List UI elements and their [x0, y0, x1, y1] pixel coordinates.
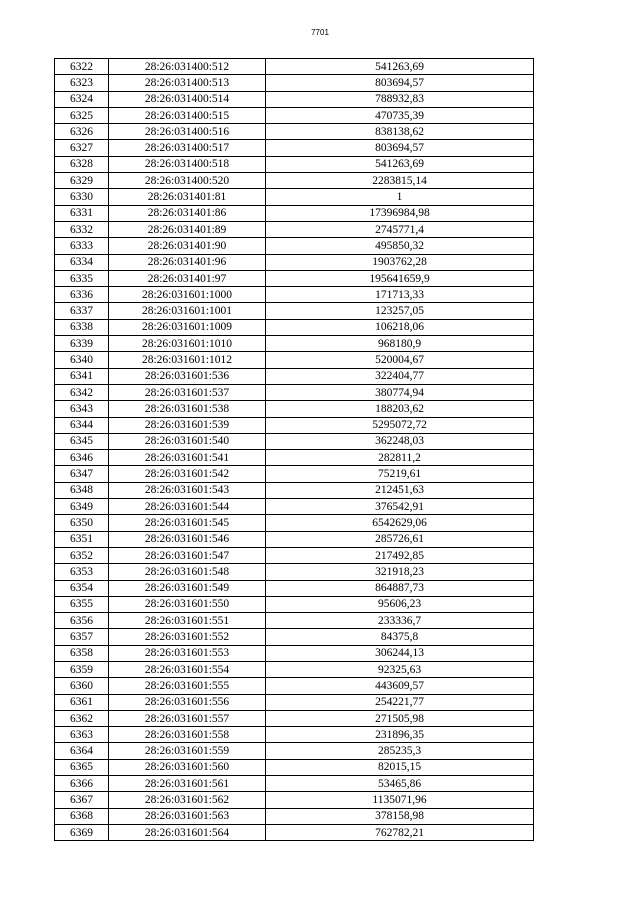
table-row: [55, 124, 534, 140]
cadastral-value-cell: 6542629,06: [266, 515, 534, 531]
cadastral-number-cell: 28:26:031601:553: [109, 645, 266, 661]
row-number-cell: 6358: [55, 645, 109, 661]
row-number-cell: 6354: [55, 580, 109, 596]
table-row: [55, 417, 534, 433]
row-number-cell: 6325: [55, 107, 109, 123]
table-row: [55, 59, 534, 75]
cadastral-value-cell: 285726,61: [266, 531, 534, 547]
cadastral-value-cell: 864887,73: [266, 580, 534, 596]
cadastral-number-cell: 28:26:031401:81: [109, 189, 266, 205]
cadastral-number-cell: 28:26:031400:516: [109, 124, 266, 140]
row-number-cell: 6350: [55, 515, 109, 531]
table-row: [55, 189, 534, 205]
cadastral-value-cell: 838138,62: [266, 124, 534, 140]
row-number-cell: 6348: [55, 482, 109, 498]
table-row: [55, 336, 534, 352]
cadastral-number-cell: 28:26:031601:554: [109, 661, 266, 677]
cadastral-value-cell: 495850,32: [266, 238, 534, 254]
row-number-cell: 6365: [55, 759, 109, 775]
cadastral-number-cell: 28:26:031601:542: [109, 466, 266, 482]
table-row: [55, 401, 534, 417]
cadastral-value-cell: 376542,91: [266, 499, 534, 515]
row-number-cell: 6336: [55, 287, 109, 303]
row-number-cell: 6328: [55, 156, 109, 172]
cadastral-number-cell: 28:26:031601:559: [109, 743, 266, 759]
table-row: [55, 710, 534, 726]
row-number-cell: 6338: [55, 319, 109, 335]
table-row: [55, 824, 534, 840]
cadastral-number-cell: 28:26:031401:89: [109, 221, 266, 237]
table-row: [55, 580, 534, 596]
table-row: [55, 466, 534, 482]
row-number-cell: 6364: [55, 743, 109, 759]
table-row: [55, 645, 534, 661]
cadastral-number-cell: 28:26:031400:517: [109, 140, 266, 156]
cadastral-number-cell: 28:26:031601:550: [109, 596, 266, 612]
row-number-cell: 6322: [55, 59, 109, 75]
row-number-cell: 6363: [55, 727, 109, 743]
cadastral-number-cell: 28:26:031601:552: [109, 629, 266, 645]
row-number-cell: 6337: [55, 303, 109, 319]
cadastral-number-cell: 28:26:031601:1001: [109, 303, 266, 319]
cadastral-number-cell: 28:26:031601:558: [109, 727, 266, 743]
table-body: [55, 59, 534, 841]
cadastral-value-cell: 212451,63: [266, 482, 534, 498]
cadastral-number-cell: 28:26:031601:563: [109, 808, 266, 824]
cadastral-number-cell: 28:26:031601:1010: [109, 336, 266, 352]
row-number-cell: 6369: [55, 824, 109, 840]
row-number-cell: 6330: [55, 189, 109, 205]
row-number-cell: 6333: [55, 238, 109, 254]
table-row: [55, 694, 534, 710]
row-number-cell: 6341: [55, 368, 109, 384]
cadastral-number-cell: 28:26:031601:556: [109, 694, 266, 710]
cadastral-value-cell: 321918,23: [266, 564, 534, 580]
row-number-cell: 6343: [55, 401, 109, 417]
cadastral-value-cell: 762782,21: [266, 824, 534, 840]
table-row: [55, 743, 534, 759]
cadastral-value-cell: 217492,85: [266, 547, 534, 563]
row-number-cell: 6339: [55, 336, 109, 352]
table-row: [55, 303, 534, 319]
cadastral-value-cell: 92325,63: [266, 661, 534, 677]
cadastral-value-cell: 282811,2: [266, 450, 534, 466]
table-row: [55, 727, 534, 743]
row-number-cell: 6346: [55, 450, 109, 466]
cadastral-number-cell: 28:26:031400:514: [109, 91, 266, 107]
table-row: [55, 759, 534, 775]
cadastral-value-cell: 1: [266, 189, 534, 205]
row-number-cell: 6326: [55, 124, 109, 140]
cadastral-value-cell: 470735,39: [266, 107, 534, 123]
table-row: [55, 287, 534, 303]
row-number-cell: 6331: [55, 205, 109, 221]
cadastral-number-cell: 28:26:031601:549: [109, 580, 266, 596]
cadastral-value-cell: 75219,61: [266, 466, 534, 482]
row-number-cell: 6368: [55, 808, 109, 824]
table-row: [55, 156, 534, 172]
cadastral-number-cell: 28:26:031601:544: [109, 499, 266, 515]
table-row: [55, 107, 534, 123]
table-row: [55, 678, 534, 694]
cadastral-value-cell: 968180,9: [266, 336, 534, 352]
cadastral-number-cell: 28:26:031401:86: [109, 205, 266, 221]
table-row: [55, 352, 534, 368]
cadastral-value-table: [54, 58, 534, 841]
cadastral-value-cell: 380774,94: [266, 384, 534, 400]
cadastral-value-cell: 195641659,9: [266, 270, 534, 286]
cadastral-value-cell: 322404,77: [266, 368, 534, 384]
table-row: [55, 808, 534, 824]
table-row: [55, 596, 534, 612]
cadastral-value-cell: 803694,57: [266, 75, 534, 91]
table-row: [55, 254, 534, 270]
row-number-cell: 6335: [55, 270, 109, 286]
cadastral-value-cell: 5295072,72: [266, 417, 534, 433]
cadastral-number-cell: 28:26:031401:90: [109, 238, 266, 254]
cadastral-value-cell: 541263,69: [266, 156, 534, 172]
row-number-cell: 6332: [55, 221, 109, 237]
cadastral-value-cell: 306244,13: [266, 645, 534, 661]
cadastral-number-cell: 28:26:031601:1009: [109, 319, 266, 335]
table-row: [55, 629, 534, 645]
cadastral-number-cell: 28:26:031601:546: [109, 531, 266, 547]
cadastral-value-cell: 1903762,28: [266, 254, 534, 270]
row-number-cell: 6329: [55, 173, 109, 189]
cadastral-value-cell: 53465,86: [266, 776, 534, 792]
cadastral-value-cell: 285235,3: [266, 743, 534, 759]
cadastral-number-cell: 28:26:031401:97: [109, 270, 266, 286]
table-row: [55, 515, 534, 531]
cadastral-number-cell: 28:26:031601:537: [109, 384, 266, 400]
cadastral-value-cell: 803694,57: [266, 140, 534, 156]
table-row: [55, 499, 534, 515]
cadastral-number-cell: 28:26:031400:512: [109, 59, 266, 75]
cadastral-value-cell: 84375,8: [266, 629, 534, 645]
row-number-cell: 6323: [55, 75, 109, 91]
cadastral-number-cell: 28:26:031601:540: [109, 433, 266, 449]
cadastral-number-cell: 28:26:031601:545: [109, 515, 266, 531]
table-row: [55, 319, 534, 335]
cadastral-number-cell: 28:26:031601:564: [109, 824, 266, 840]
row-number-cell: 6324: [55, 91, 109, 107]
table-row: [55, 221, 534, 237]
row-number-cell: 6349: [55, 499, 109, 515]
cadastral-value-cell: 254221,77: [266, 694, 534, 710]
cadastral-number-cell: 28:26:031601:543: [109, 482, 266, 498]
table-row: [55, 547, 534, 563]
table-row: [55, 238, 534, 254]
cadastral-value-cell: 362248,03: [266, 433, 534, 449]
cadastral-value-cell: 541263,69: [266, 59, 534, 75]
cadastral-value-cell: 106218,06: [266, 319, 534, 335]
row-number-cell: 6357: [55, 629, 109, 645]
row-number-cell: 6344: [55, 417, 109, 433]
row-number-cell: 6351: [55, 531, 109, 547]
cadastral-number-cell: 28:26:031400:518: [109, 156, 266, 172]
cadastral-number-cell: 28:26:031400:515: [109, 107, 266, 123]
cadastral-number-cell: 28:26:031601:551: [109, 613, 266, 629]
cadastral-value-cell: 171713,33: [266, 287, 534, 303]
cadastral-number-cell: 28:26:031400:520: [109, 173, 266, 189]
table-row: [55, 173, 534, 189]
table-row: [55, 531, 534, 547]
table-row: [55, 450, 534, 466]
cadastral-value-cell: 520004,67: [266, 352, 534, 368]
table-row: [55, 368, 534, 384]
table-row: [55, 776, 534, 792]
cadastral-number-cell: 28:26:031601:1012: [109, 352, 266, 368]
cadastral-value-cell: 1135071,96: [266, 792, 534, 808]
table-row: [55, 384, 534, 400]
cadastral-number-cell: 28:26:031601:536: [109, 368, 266, 384]
cadastral-number-cell: 28:26:031601:555: [109, 678, 266, 694]
cadastral-number-cell: 28:26:031601:1000: [109, 287, 266, 303]
cadastral-value-cell: 123257,05: [266, 303, 534, 319]
table-row: [55, 433, 534, 449]
row-number-cell: 6342: [55, 384, 109, 400]
row-number-cell: 6334: [55, 254, 109, 270]
table-row: [55, 613, 534, 629]
cadastral-value-cell: 2745771,4: [266, 221, 534, 237]
cadastral-value-cell: 231896,35: [266, 727, 534, 743]
page-number: 7701: [311, 28, 329, 37]
table-row: [55, 75, 534, 91]
cadastral-number-cell: 28:26:031400:513: [109, 75, 266, 91]
table-row: [55, 564, 534, 580]
table-row: [55, 661, 534, 677]
cadastral-value-cell: 788932,83: [266, 91, 534, 107]
row-number-cell: 6356: [55, 613, 109, 629]
cadastral-value-cell: 188203,62: [266, 401, 534, 417]
table-row: [55, 792, 534, 808]
row-number-cell: 6360: [55, 678, 109, 694]
row-number-cell: 6362: [55, 710, 109, 726]
table-row: [55, 205, 534, 221]
row-number-cell: 6353: [55, 564, 109, 580]
cadastral-value-cell: 378158,98: [266, 808, 534, 824]
row-number-cell: 6352: [55, 547, 109, 563]
cadastral-number-cell: 28:26:031601:561: [109, 776, 266, 792]
cadastral-value-cell: 271505,98: [266, 710, 534, 726]
row-number-cell: 6347: [55, 466, 109, 482]
cadastral-number-cell: 28:26:031601:547: [109, 547, 266, 563]
table-row: [55, 140, 534, 156]
row-number-cell: 6367: [55, 792, 109, 808]
row-number-cell: 6340: [55, 352, 109, 368]
cadastral-number-cell: 28:26:031601:538: [109, 401, 266, 417]
cadastral-number-cell: 28:26:031401:96: [109, 254, 266, 270]
row-number-cell: 6366: [55, 776, 109, 792]
cadastral-number-cell: 28:26:031601:560: [109, 759, 266, 775]
cadastral-number-cell: 28:26:031601:539: [109, 417, 266, 433]
cadastral-number-cell: 28:26:031601:562: [109, 792, 266, 808]
cadastral-value-cell: 17396984,98: [266, 205, 534, 221]
table-row: [55, 91, 534, 107]
row-number-cell: 6327: [55, 140, 109, 156]
cadastral-number-cell: 28:26:031601:557: [109, 710, 266, 726]
row-number-cell: 6355: [55, 596, 109, 612]
cadastral-value-cell: 95606,23: [266, 596, 534, 612]
table-row: [55, 270, 534, 286]
cadastral-value-cell: 233336,7: [266, 613, 534, 629]
cadastral-value-cell: 2283815,14: [266, 173, 534, 189]
cadastral-number-cell: 28:26:031601:541: [109, 450, 266, 466]
cadastral-value-cell: 82015,15: [266, 759, 534, 775]
row-number-cell: 6359: [55, 661, 109, 677]
cadastral-value-cell: 443609,57: [266, 678, 534, 694]
row-number-cell: 6361: [55, 694, 109, 710]
table-row: [55, 482, 534, 498]
row-number-cell: 6345: [55, 433, 109, 449]
cadastral-number-cell: 28:26:031601:548: [109, 564, 266, 580]
